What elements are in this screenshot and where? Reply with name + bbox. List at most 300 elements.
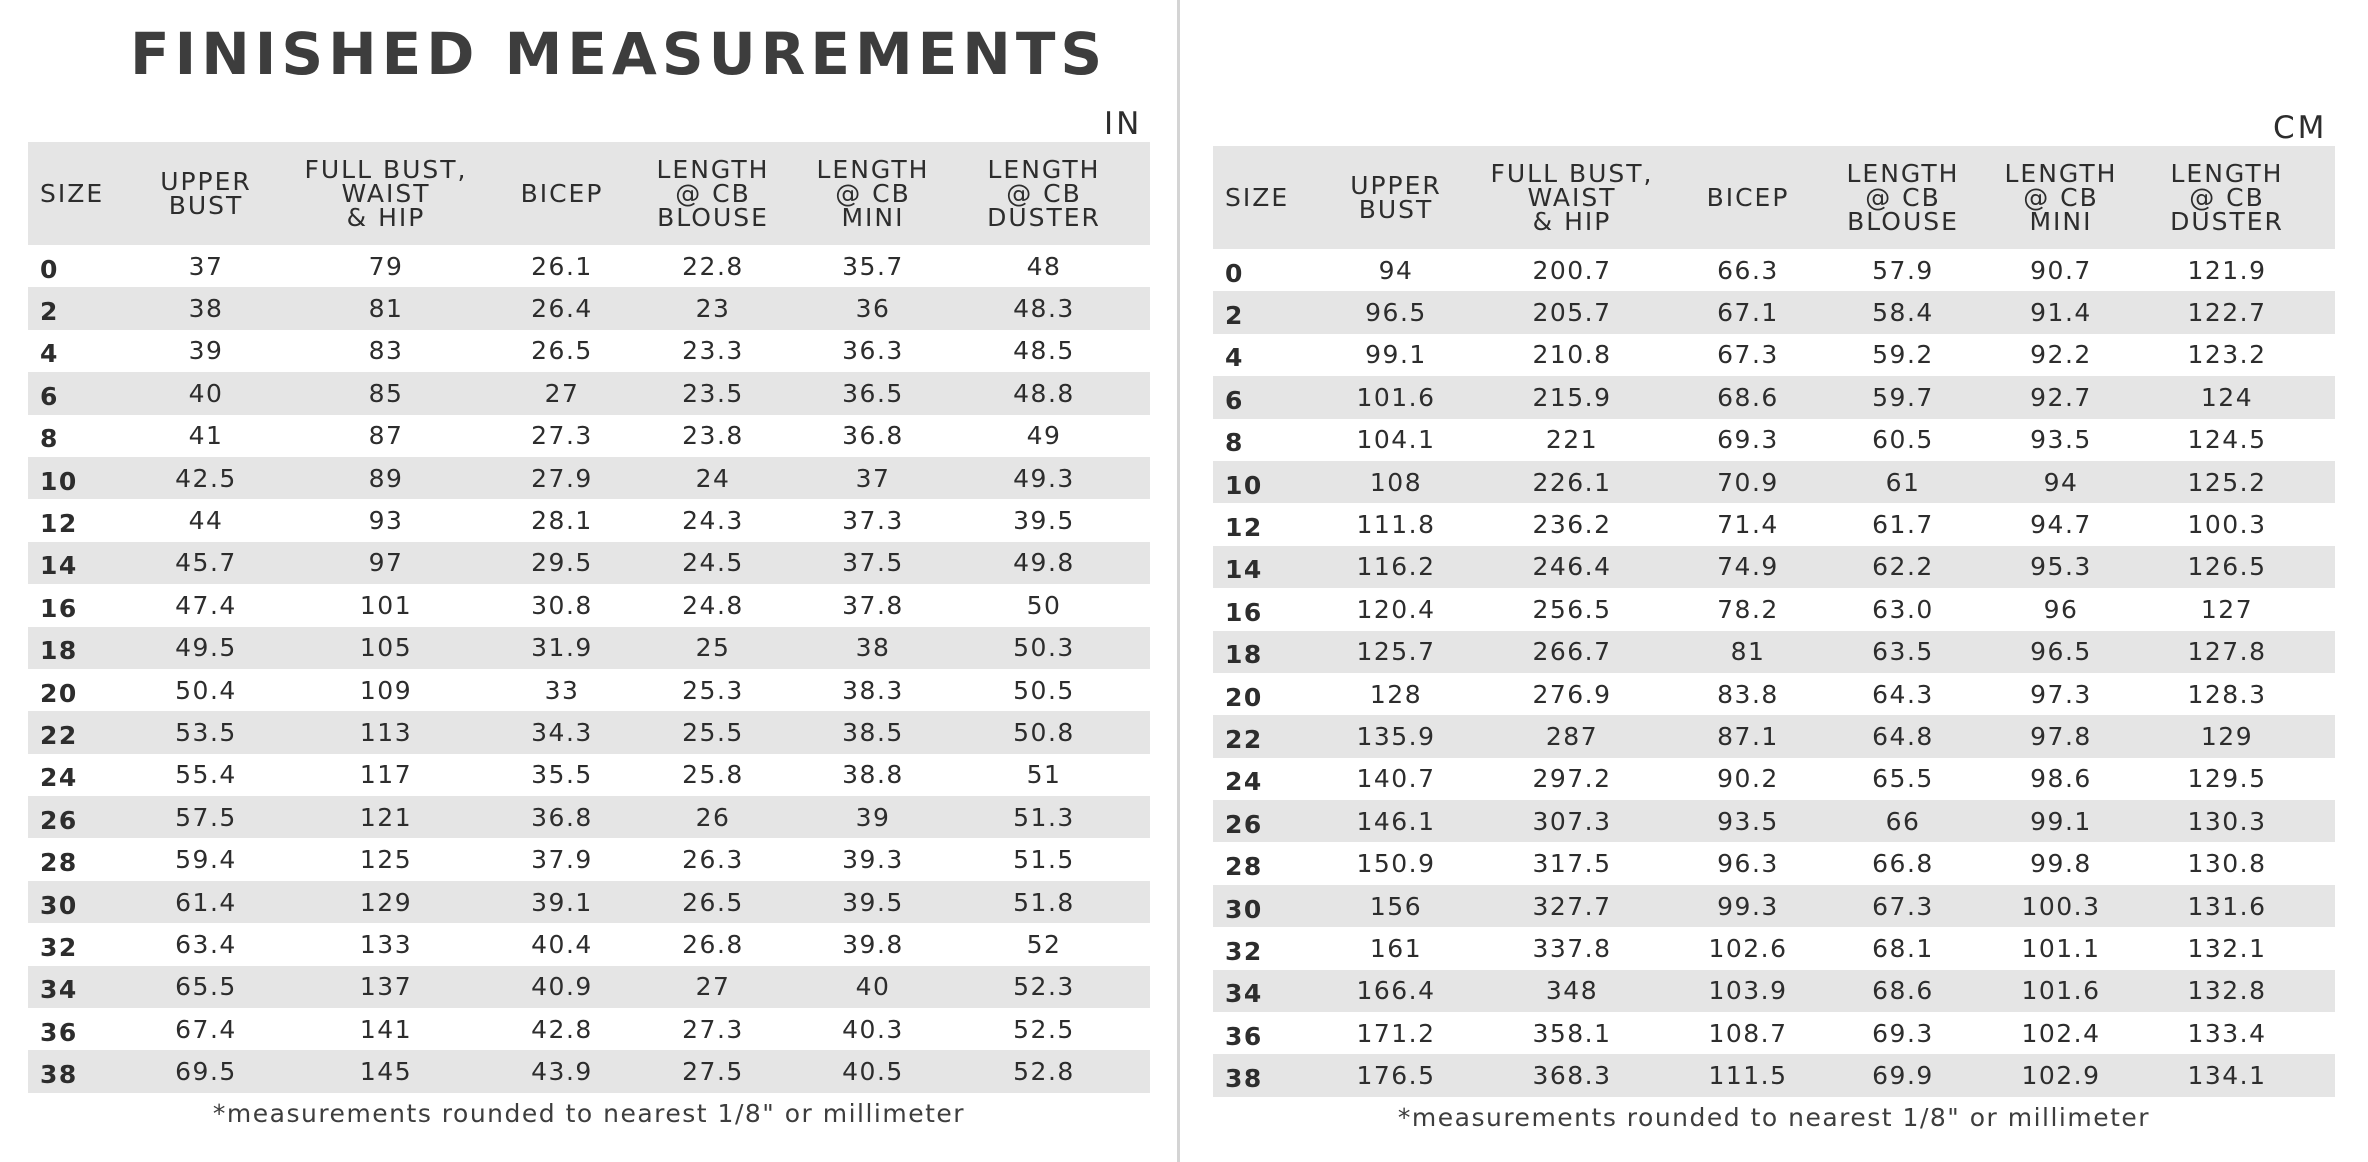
cell-length-mini: 36.3 bbox=[842, 336, 904, 366]
cell-bicep: 96.3 bbox=[1717, 849, 1779, 879]
header-length-mini: LENGTH @ CB MINI bbox=[2004, 158, 2118, 236]
cell-bicep: 26.4 bbox=[531, 294, 593, 324]
cell-length-mini: 97.8 bbox=[2030, 721, 2092, 751]
cell-size: 20 bbox=[40, 678, 78, 708]
inches-footnote: *measurements rounded to nearest 1/8" or millimeter bbox=[212, 1098, 966, 1128]
cell-length-blouse: 65.5 bbox=[1872, 764, 1934, 794]
cell-upper-bust: 37 bbox=[188, 251, 224, 281]
cell-full-bust-waist-hip: 297.2 bbox=[1532, 764, 1612, 794]
table-row bbox=[1213, 673, 2335, 715]
page-title: FINISHED MEASUREMENTS bbox=[130, 20, 1108, 88]
cell-full-bust-waist-hip: 101 bbox=[359, 590, 413, 620]
cell-bicep: 90.2 bbox=[1717, 764, 1779, 794]
table-row bbox=[1213, 1054, 2335, 1096]
cell-length-blouse: 68.6 bbox=[1872, 976, 1934, 1006]
header-bicep: BICEP bbox=[1706, 182, 1790, 212]
table-row bbox=[1213, 927, 2335, 969]
cell-bicep: 35.5 bbox=[531, 760, 593, 790]
cell-length-duster: 132.8 bbox=[2187, 976, 2267, 1006]
cell-bicep: 27.9 bbox=[531, 463, 593, 493]
cell-full-bust-waist-hip: 121 bbox=[359, 802, 413, 832]
cell-upper-bust: 125.7 bbox=[1356, 637, 1436, 667]
cell-length-blouse: 60.5 bbox=[1872, 425, 1934, 455]
table-row bbox=[1213, 503, 2335, 545]
cell-length-mini: 92.7 bbox=[2030, 382, 2092, 412]
cell-length-duster: 134.1 bbox=[2187, 1061, 2267, 1091]
cell-length-duster: 124 bbox=[2200, 382, 2254, 412]
cell-length-blouse: 26.8 bbox=[682, 929, 744, 959]
cell-length-blouse: 25 bbox=[695, 633, 731, 663]
cell-length-mini: 101.1 bbox=[2021, 933, 2101, 963]
cell-full-bust-waist-hip: 105 bbox=[359, 633, 413, 663]
cell-size: 24 bbox=[1225, 767, 1263, 797]
header-full-bust-waist-hip: FULL BUST, WAIST & HIP bbox=[1490, 158, 1654, 236]
cell-length-duster: 100.3 bbox=[2187, 510, 2267, 540]
cell-full-bust-waist-hip: 93 bbox=[368, 506, 404, 536]
cell-length-blouse: 27.5 bbox=[682, 1057, 744, 1087]
table-row bbox=[28, 330, 1150, 372]
cell-length-blouse: 25.5 bbox=[682, 717, 744, 747]
cell-upper-bust: 99.1 bbox=[1365, 340, 1427, 370]
cell-upper-bust: 57.5 bbox=[175, 802, 237, 832]
cell-length-blouse: 23.8 bbox=[682, 421, 744, 451]
cell-size: 36 bbox=[1225, 1021, 1263, 1051]
cell-size: 6 bbox=[40, 381, 59, 411]
centimeters-table-body bbox=[1213, 249, 2335, 1097]
cell-length-mini: 40 bbox=[855, 972, 891, 1002]
cell-length-mini: 38.8 bbox=[842, 760, 904, 790]
cell-size: 2 bbox=[1225, 301, 1244, 331]
cell-full-bust-waist-hip: 79 bbox=[368, 251, 404, 281]
cell-length-duster: 129.5 bbox=[2187, 764, 2267, 794]
cell-length-blouse: 69.3 bbox=[1872, 1018, 1934, 1048]
cell-length-duster: 52 bbox=[1026, 929, 1062, 959]
cell-length-mini: 90.7 bbox=[2030, 255, 2092, 285]
cell-full-bust-waist-hip: 109 bbox=[359, 675, 413, 705]
table-row bbox=[1213, 715, 2335, 757]
cell-full-bust-waist-hip: 81 bbox=[368, 294, 404, 324]
cell-bicep: 43.9 bbox=[531, 1057, 593, 1087]
cell-length-mini: 102.9 bbox=[2021, 1061, 2101, 1091]
cell-upper-bust: 39 bbox=[188, 336, 224, 366]
table-row bbox=[28, 754, 1150, 796]
cell-length-mini: 36.5 bbox=[842, 378, 904, 408]
cell-length-blouse: 61.7 bbox=[1872, 510, 1934, 540]
cell-full-bust-waist-hip: 125 bbox=[359, 845, 413, 875]
unit-label-centimeters: CM bbox=[2273, 110, 2328, 146]
cell-upper-bust: 156 bbox=[1369, 891, 1423, 921]
centimeters-table-header bbox=[1213, 146, 2335, 249]
cell-bicep: 108.7 bbox=[1708, 1018, 1788, 1048]
cell-length-mini: 97.3 bbox=[2030, 679, 2092, 709]
cell-length-duster: 49 bbox=[1026, 421, 1062, 451]
cell-length-mini: 98.6 bbox=[2030, 764, 2092, 794]
cell-size: 22 bbox=[40, 720, 78, 750]
cell-length-mini: 36 bbox=[855, 294, 891, 324]
table-row bbox=[28, 923, 1150, 965]
cell-full-bust-waist-hip: 221 bbox=[1545, 425, 1599, 455]
table-row bbox=[28, 796, 1150, 838]
table-row bbox=[1213, 546, 2335, 588]
cell-upper-bust: 128 bbox=[1369, 679, 1423, 709]
cell-bicep: 27.3 bbox=[531, 421, 593, 451]
cell-length-blouse: 69.9 bbox=[1872, 1061, 1934, 1091]
cell-size: 4 bbox=[1225, 343, 1244, 373]
table-row bbox=[1213, 885, 2335, 927]
cell-length-mini: 38.5 bbox=[842, 717, 904, 747]
cell-bicep: 83.8 bbox=[1717, 679, 1779, 709]
cell-upper-bust: 65.5 bbox=[175, 972, 237, 1002]
cell-upper-bust: 38 bbox=[188, 294, 224, 324]
cell-bicep: 81 bbox=[1730, 637, 1766, 667]
cell-full-bust-waist-hip: 141 bbox=[359, 1014, 413, 1044]
cell-length-duster: 39.5 bbox=[1013, 506, 1075, 536]
cell-length-blouse: 64.3 bbox=[1872, 679, 1934, 709]
cell-size: 24 bbox=[40, 763, 78, 793]
cell-bicep: 28.1 bbox=[531, 506, 593, 536]
header-full-bust-waist-hip: FULL BUST, WAIST & HIP bbox=[304, 154, 468, 232]
cell-upper-bust: 166.4 bbox=[1356, 976, 1436, 1006]
cell-bicep: 67.1 bbox=[1717, 298, 1779, 328]
cell-length-duster: 49.8 bbox=[1013, 548, 1075, 578]
cell-length-mini: 94 bbox=[2043, 467, 2079, 497]
cell-length-mini: 102.4 bbox=[2021, 1018, 2101, 1048]
cell-full-bust-waist-hip: 113 bbox=[359, 717, 413, 747]
inches-table bbox=[28, 142, 1150, 1093]
cell-size: 16 bbox=[40, 593, 78, 623]
cell-size: 16 bbox=[1225, 597, 1263, 627]
cell-length-mini: 38.3 bbox=[842, 675, 904, 705]
cell-size: 22 bbox=[1225, 724, 1263, 754]
cell-bicep: 68.6 bbox=[1717, 382, 1779, 412]
cell-length-mini: 40.3 bbox=[842, 1014, 904, 1044]
cell-length-duster: 122.7 bbox=[2187, 298, 2267, 328]
cell-length-blouse: 64.8 bbox=[1872, 721, 1934, 751]
cell-length-duster: 51.3 bbox=[1013, 802, 1075, 832]
cell-length-mini: 37.8 bbox=[842, 590, 904, 620]
cell-size: 8 bbox=[40, 424, 59, 454]
cell-size: 4 bbox=[40, 339, 59, 369]
cell-length-blouse: 67.3 bbox=[1872, 891, 1934, 921]
cell-length-duster: 125.2 bbox=[2187, 467, 2267, 497]
header-size: SIZE bbox=[1225, 182, 1290, 212]
cell-bicep: 31.9 bbox=[531, 633, 593, 663]
cell-length-duster: 51.8 bbox=[1013, 887, 1075, 917]
table-row bbox=[28, 881, 1150, 923]
cell-length-blouse: 66.8 bbox=[1872, 849, 1934, 879]
cell-upper-bust: 135.9 bbox=[1356, 721, 1436, 751]
cell-upper-bust: 44 bbox=[188, 506, 224, 536]
cell-bicep: 99.3 bbox=[1717, 891, 1779, 921]
cell-length-blouse: 25.3 bbox=[682, 675, 744, 705]
cell-length-mini: 39 bbox=[855, 802, 891, 832]
cell-length-duster: 130.3 bbox=[2187, 806, 2267, 836]
cell-length-blouse: 26 bbox=[695, 802, 731, 832]
header-bicep: BICEP bbox=[520, 178, 604, 208]
cell-length-blouse: 25.8 bbox=[682, 760, 744, 790]
cell-length-blouse: 26.3 bbox=[682, 845, 744, 875]
cell-bicep: 39.1 bbox=[531, 887, 593, 917]
table-row bbox=[1213, 970, 2335, 1012]
cell-upper-bust: 49.5 bbox=[175, 633, 237, 663]
table-row bbox=[1213, 1012, 2335, 1054]
table-row bbox=[28, 669, 1150, 711]
cell-length-mini: 37.5 bbox=[842, 548, 904, 578]
cell-bicep: 67.3 bbox=[1717, 340, 1779, 370]
cell-upper-bust: 120.4 bbox=[1356, 594, 1436, 624]
cell-full-bust-waist-hip: 83 bbox=[368, 336, 404, 366]
cell-length-duster: 130.8 bbox=[2187, 849, 2267, 879]
cell-length-mini: 94.7 bbox=[2030, 510, 2092, 540]
cell-size: 14 bbox=[40, 551, 78, 581]
cell-size: 28 bbox=[1225, 852, 1263, 882]
cell-length-blouse: 23.5 bbox=[682, 378, 744, 408]
cell-upper-bust: 55.4 bbox=[175, 760, 237, 790]
cell-length-duster: 48.8 bbox=[1013, 378, 1075, 408]
cell-length-duster: 48.5 bbox=[1013, 336, 1075, 366]
cell-length-blouse: 24.5 bbox=[682, 548, 744, 578]
cell-length-mini: 36.8 bbox=[842, 421, 904, 451]
cell-length-blouse: 63.0 bbox=[1872, 594, 1934, 624]
cell-upper-bust: 101.6 bbox=[1356, 382, 1436, 412]
cell-length-duster: 51 bbox=[1026, 760, 1062, 790]
inches-panel bbox=[28, 142, 1150, 1128]
cell-length-mini: 96.5 bbox=[2030, 637, 2092, 667]
cell-size: 2 bbox=[40, 297, 59, 327]
cell-upper-bust: 171.2 bbox=[1356, 1018, 1436, 1048]
table-row bbox=[28, 287, 1150, 329]
cell-size: 26 bbox=[40, 805, 78, 835]
cell-upper-bust: 59.4 bbox=[175, 845, 237, 875]
centimeters-panel bbox=[1213, 146, 2335, 1132]
cell-length-blouse: 27 bbox=[695, 972, 731, 1002]
cell-upper-bust: 41 bbox=[188, 421, 224, 451]
cell-bicep: 93.5 bbox=[1717, 806, 1779, 836]
cell-size: 26 bbox=[1225, 809, 1263, 839]
cell-size: 0 bbox=[40, 254, 59, 284]
cell-size: 6 bbox=[1225, 385, 1244, 415]
cell-length-mini: 35.7 bbox=[842, 251, 904, 281]
cell-length-blouse: 61 bbox=[1885, 467, 1921, 497]
table-row bbox=[1213, 334, 2335, 376]
table-row bbox=[1213, 631, 2335, 673]
cell-length-mini: 100.3 bbox=[2021, 891, 2101, 921]
table-row bbox=[28, 711, 1150, 753]
cell-upper-bust: 96.5 bbox=[1365, 298, 1427, 328]
cell-full-bust-waist-hip: 358.1 bbox=[1532, 1018, 1612, 1048]
cell-bicep: 111.5 bbox=[1708, 1061, 1788, 1091]
cell-size: 36 bbox=[40, 1017, 78, 1047]
cell-length-blouse: 59.7 bbox=[1872, 382, 1934, 412]
centimeters-footnote: *measurements rounded to nearest 1/8" or millimeter bbox=[1397, 1102, 2151, 1132]
cell-length-blouse: 66 bbox=[1885, 806, 1921, 836]
cell-full-bust-waist-hip: 256.5 bbox=[1532, 594, 1612, 624]
header-upper-bust: UPPER BUST bbox=[160, 166, 252, 220]
cell-bicep: 27 bbox=[544, 378, 580, 408]
cell-size: 10 bbox=[1225, 470, 1263, 500]
cell-upper-bust: 42.5 bbox=[175, 463, 237, 493]
cell-bicep: 40.4 bbox=[531, 929, 593, 959]
cell-upper-bust: 176.5 bbox=[1356, 1061, 1436, 1091]
header-length-mini: LENGTH @ CB MINI bbox=[816, 154, 930, 232]
cell-bicep: 37.9 bbox=[531, 845, 593, 875]
cell-full-bust-waist-hip: 348 bbox=[1545, 976, 1599, 1006]
cell-size: 20 bbox=[1225, 682, 1263, 712]
cell-full-bust-waist-hip: 236.2 bbox=[1532, 510, 1612, 540]
table-row bbox=[28, 245, 1150, 287]
cell-length-mini: 38 bbox=[855, 633, 891, 663]
cell-length-duster: 50.8 bbox=[1013, 717, 1075, 747]
cell-length-duster: 132.1 bbox=[2187, 933, 2267, 963]
cell-length-blouse: 24 bbox=[695, 463, 731, 493]
cell-upper-bust: 161 bbox=[1369, 933, 1423, 963]
cell-bicep: 34.3 bbox=[531, 717, 593, 747]
cell-length-duster: 51.5 bbox=[1013, 845, 1075, 875]
header-length-blouse: LENGTH @ CB BLOUSE bbox=[656, 154, 770, 232]
cell-size: 30 bbox=[1225, 894, 1263, 924]
cell-upper-bust: 108 bbox=[1369, 467, 1423, 497]
cell-length-duster: 49.3 bbox=[1013, 463, 1075, 493]
cell-length-mini: 101.6 bbox=[2021, 976, 2101, 1006]
cell-length-mini: 92.2 bbox=[2030, 340, 2092, 370]
cell-size: 34 bbox=[1225, 979, 1263, 1009]
table-row bbox=[1213, 800, 2335, 842]
cell-full-bust-waist-hip: 287 bbox=[1545, 721, 1599, 751]
cell-length-mini: 93.5 bbox=[2030, 425, 2092, 455]
cell-length-duster: 133.4 bbox=[2187, 1018, 2267, 1048]
cell-length-blouse: 23.3 bbox=[682, 336, 744, 366]
cell-length-blouse: 26.5 bbox=[682, 887, 744, 917]
cell-bicep: 36.8 bbox=[531, 802, 593, 832]
cell-bicep: 42.8 bbox=[531, 1014, 593, 1044]
cell-bicep: 26.5 bbox=[531, 336, 593, 366]
cell-length-duster: 126.5 bbox=[2187, 552, 2267, 582]
cell-upper-bust: 69.5 bbox=[175, 1057, 237, 1087]
cell-bicep: 26.1 bbox=[531, 251, 593, 281]
table-row bbox=[28, 1050, 1150, 1092]
cell-full-bust-waist-hip: 210.8 bbox=[1532, 340, 1612, 370]
cell-full-bust-waist-hip: 117 bbox=[359, 760, 413, 790]
cell-length-blouse: 62.2 bbox=[1872, 552, 1934, 582]
cell-length-mini: 37 bbox=[855, 463, 891, 493]
cell-full-bust-waist-hip: 129 bbox=[359, 887, 413, 917]
cell-upper-bust: 45.7 bbox=[175, 548, 237, 578]
cell-size: 30 bbox=[40, 890, 78, 920]
cell-size: 14 bbox=[1225, 555, 1263, 585]
cell-length-blouse: 58.4 bbox=[1872, 298, 1934, 328]
header-length-duster: LENGTH @ CB DUSTER bbox=[987, 154, 1101, 232]
table-row bbox=[1213, 376, 2335, 418]
cell-length-duster: 121.9 bbox=[2187, 255, 2267, 285]
inches-table-body bbox=[28, 245, 1150, 1093]
table-row bbox=[28, 499, 1150, 541]
cell-size: 10 bbox=[40, 466, 78, 496]
cell-length-duster: 52.3 bbox=[1013, 972, 1075, 1002]
page-divider bbox=[1177, 0, 1180, 1162]
cell-size: 12 bbox=[40, 509, 78, 539]
cell-full-bust-waist-hip: 205.7 bbox=[1532, 298, 1612, 328]
table-row bbox=[1213, 249, 2335, 291]
cell-full-bust-waist-hip: 215.9 bbox=[1532, 382, 1612, 412]
cell-length-blouse: 68.1 bbox=[1872, 933, 1934, 963]
cell-full-bust-waist-hip: 87 bbox=[368, 421, 404, 451]
cell-length-mini: 99.8 bbox=[2030, 849, 2092, 879]
cell-size: 0 bbox=[1225, 258, 1244, 288]
cell-bicep: 103.9 bbox=[1708, 976, 1788, 1006]
cell-full-bust-waist-hip: 200.7 bbox=[1532, 255, 1612, 285]
table-row bbox=[28, 542, 1150, 584]
cell-full-bust-waist-hip: 246.4 bbox=[1532, 552, 1612, 582]
cell-length-mini: 99.1 bbox=[2030, 806, 2092, 836]
cell-length-mini: 39.3 bbox=[842, 845, 904, 875]
cell-upper-bust: 104.1 bbox=[1356, 425, 1436, 455]
cell-bicep: 69.3 bbox=[1717, 425, 1779, 455]
cell-length-blouse: 23 bbox=[695, 294, 731, 324]
cell-length-blouse: 63.5 bbox=[1872, 637, 1934, 667]
cell-length-duster: 127 bbox=[2200, 594, 2254, 624]
cell-upper-bust: 94 bbox=[1378, 255, 1414, 285]
centimeters-table bbox=[1213, 146, 2335, 1097]
cell-length-duster: 129 bbox=[2200, 721, 2254, 751]
cell-bicep: 78.2 bbox=[1717, 594, 1779, 624]
cell-full-bust-waist-hip: 276.9 bbox=[1532, 679, 1612, 709]
cell-length-duster: 50.5 bbox=[1013, 675, 1075, 705]
cell-length-mini: 40.5 bbox=[842, 1057, 904, 1087]
table-row bbox=[28, 1008, 1150, 1050]
table-row bbox=[1213, 588, 2335, 630]
cell-upper-bust: 63.4 bbox=[175, 929, 237, 959]
cell-upper-bust: 146.1 bbox=[1356, 806, 1436, 836]
table-row bbox=[1213, 291, 2335, 333]
cell-length-duster: 48.3 bbox=[1013, 294, 1075, 324]
header-upper-bust: UPPER BUST bbox=[1350, 170, 1442, 224]
cell-length-duster: 52.5 bbox=[1013, 1014, 1075, 1044]
cell-full-bust-waist-hip: 89 bbox=[368, 463, 404, 493]
cell-length-duster: 131.6 bbox=[2187, 891, 2267, 921]
table-row bbox=[1213, 461, 2335, 503]
cell-full-bust-waist-hip: 145 bbox=[359, 1057, 413, 1087]
cell-length-mini: 37.3 bbox=[842, 506, 904, 536]
cell-upper-bust: 140.7 bbox=[1356, 764, 1436, 794]
cell-full-bust-waist-hip: 337.8 bbox=[1532, 933, 1612, 963]
cell-upper-bust: 150.9 bbox=[1356, 849, 1436, 879]
table-row bbox=[28, 372, 1150, 414]
cell-bicep: 102.6 bbox=[1708, 933, 1788, 963]
cell-length-duster: 52.8 bbox=[1013, 1057, 1075, 1087]
table-row bbox=[28, 415, 1150, 457]
cell-full-bust-waist-hip: 226.1 bbox=[1532, 467, 1612, 497]
cell-length-blouse: 22.8 bbox=[682, 251, 744, 281]
cell-full-bust-waist-hip: 97 bbox=[368, 548, 404, 578]
cell-length-duster: 124.5 bbox=[2187, 425, 2267, 455]
cell-length-blouse: 57.9 bbox=[1872, 255, 1934, 285]
table-row bbox=[28, 584, 1150, 626]
cell-length-duster: 127.8 bbox=[2187, 637, 2267, 667]
table-row bbox=[28, 838, 1150, 880]
cell-upper-bust: 111.8 bbox=[1356, 510, 1436, 540]
table-row bbox=[28, 966, 1150, 1008]
inches-table-header bbox=[28, 142, 1150, 245]
cell-bicep: 74.9 bbox=[1717, 552, 1779, 582]
cell-upper-bust: 50.4 bbox=[175, 675, 237, 705]
cell-bicep: 71.4 bbox=[1717, 510, 1779, 540]
cell-length-duster: 48 bbox=[1026, 251, 1062, 281]
cell-full-bust-waist-hip: 368.3 bbox=[1532, 1061, 1612, 1091]
cell-bicep: 87.1 bbox=[1717, 721, 1779, 751]
cell-full-bust-waist-hip: 133 bbox=[359, 929, 413, 959]
cell-bicep: 29.5 bbox=[531, 548, 593, 578]
cell-full-bust-waist-hip: 317.5 bbox=[1532, 849, 1612, 879]
